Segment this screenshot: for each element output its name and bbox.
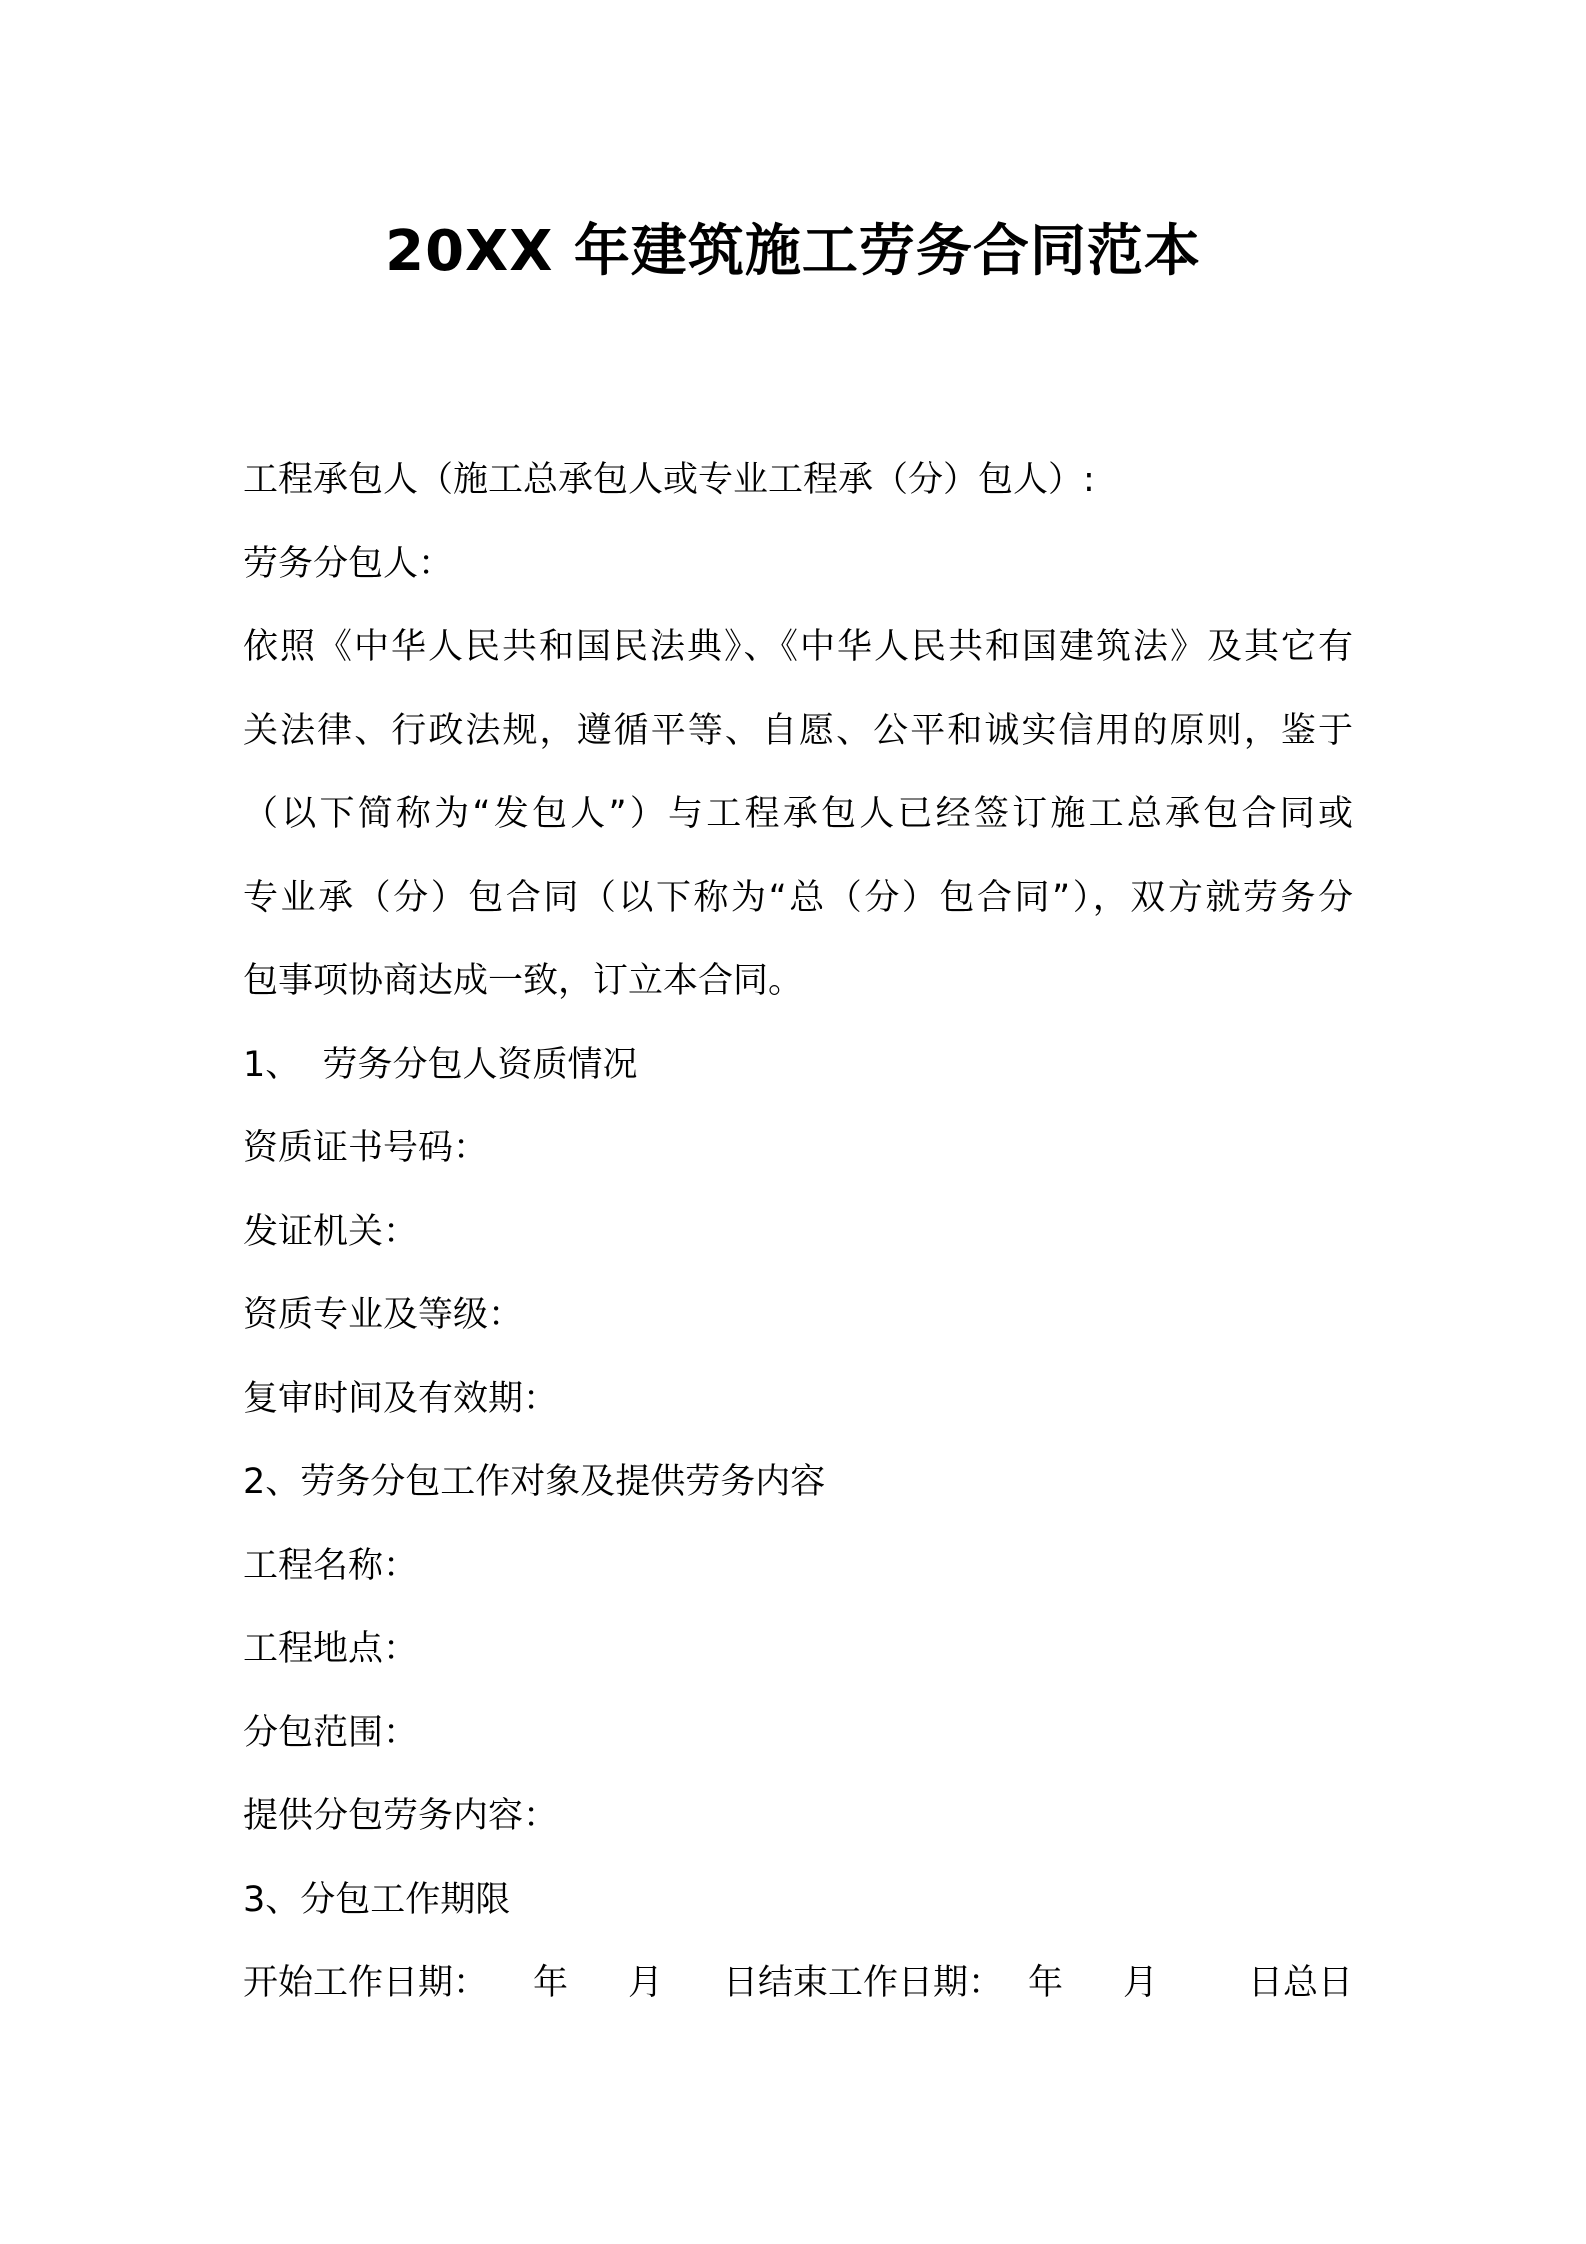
end-date-label: 日结束工作日期： [723, 1963, 1004, 2003]
end-month-label: 月 [1123, 1963, 1159, 2003]
paragraph-line: 专业承（分）包合同（以下称为“总（分）包合同”），双方就劳务分 [243, 877, 1353, 918]
document-title: 20XX 年建筑施工劳务合同范本 [385, 219, 1201, 284]
field-label: 复审时间及有效期： [243, 1378, 559, 1419]
section-heading: 1、 劳务分包人资质情况 [243, 1044, 638, 1085]
field-label: 发证机关： [243, 1211, 419, 1252]
total-days-label: 日总日 [1247, 1963, 1353, 2003]
document-body [243, 439, 1353, 2026]
paragraph-line: 依照《中华人民共和国民法典》、《中华人民共和国建筑法》及其它有 [243, 627, 1353, 667]
section-heading: 3、分包工作期限 [243, 1879, 511, 1920]
field-label: 资质专业及等级： [243, 1295, 524, 1335]
field-label: 分包范围： [243, 1712, 419, 1753]
end-year-label: 年 [1028, 1963, 1064, 2003]
work-period-date-line [243, 1942, 1353, 2026]
field-label: 工程名称： [243, 1545, 419, 1586]
section-heading: 2、劳务分包工作对象及提供劳务内容 [243, 1462, 826, 1502]
field-label: 资质证书号码： [243, 1128, 489, 1168]
field-label: 工程地点： [243, 1629, 419, 1669]
paragraph-line: 工程承包人（施工总承包人或专业工程承（分）包人）: [243, 460, 1095, 500]
paragraph-line: 关法律、行政法规，遵循平等、自愿、公平和诚实信用的原则，鉴于 [243, 710, 1353, 751]
start-year-label: 年 [533, 1963, 569, 2003]
paragraph-line: 劳务分包人： [243, 543, 454, 584]
paragraph-line: （以下简称为“发包人”）与工程承包人已经签订施工总承包合同或 [243, 794, 1353, 834]
start-month-label: 月 [628, 1963, 664, 2003]
field-label: 提供分包劳务内容： [243, 1796, 559, 1836]
start-date-label: 开始工作日期： [243, 1963, 489, 2003]
paragraph-line: 包事项协商达成一致，订立本合同。 [243, 961, 804, 1001]
